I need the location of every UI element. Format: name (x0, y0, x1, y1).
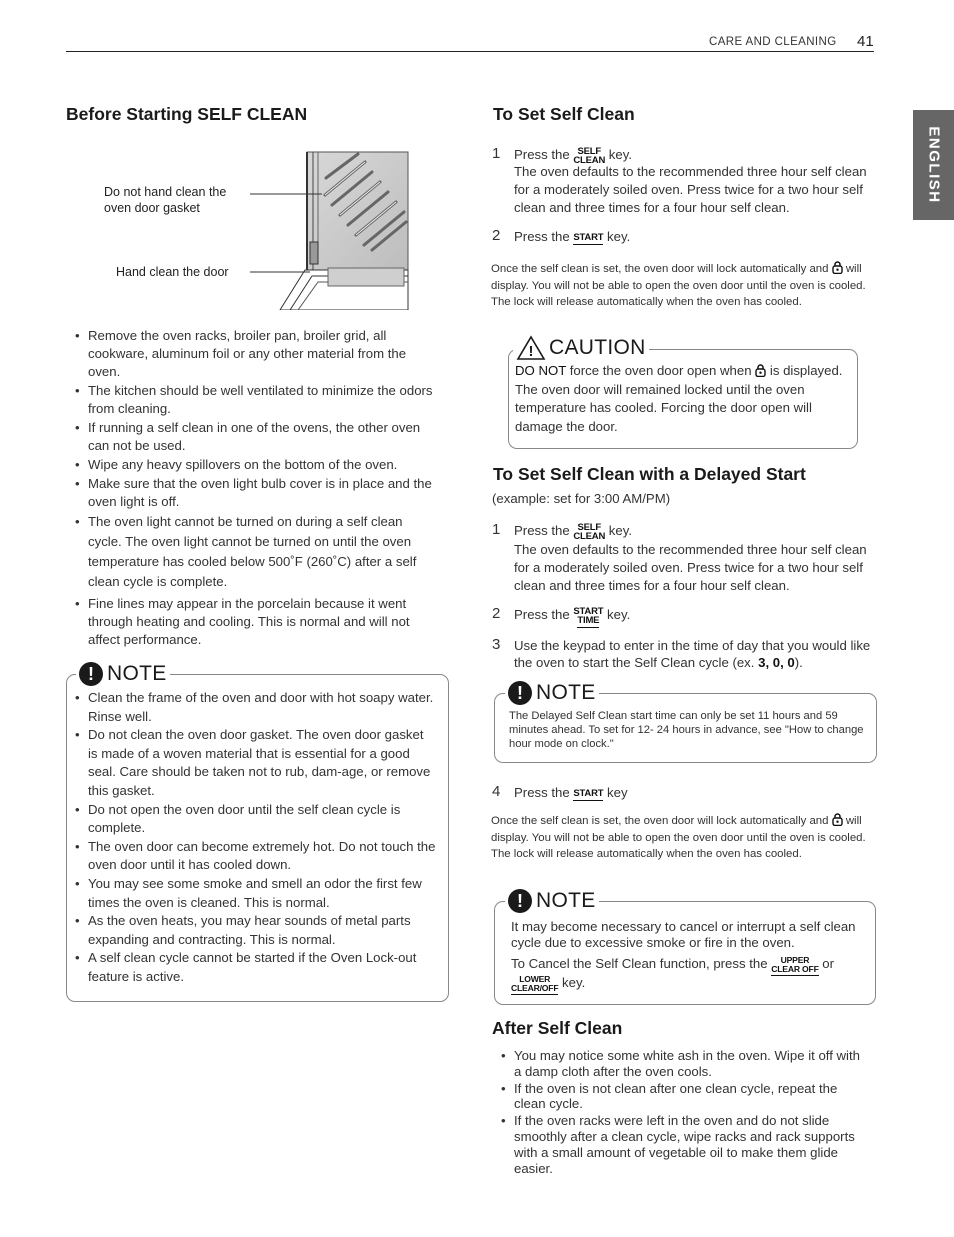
after-self-clean-heading: After Self Clean (492, 1018, 623, 1038)
step-text: Press the (514, 785, 570, 800)
step-detail: The oven defaults to the recommended three hour self clean for a moderately soiled oven. Press twice for a two hour self clean and three times for a four hour self clean. (514, 163, 867, 215)
list-item: • Remove the oven racks, broiler pan, broiler grid, all cookware, aluminum foil or any other material from the oven. (66, 327, 438, 381)
lock-paragraph: Once the self clean is set, the oven door will lock automatically and will display. You will not be able to open the oven door until the oven is cooled. The lock will release automatically when the oven has cooled. (491, 815, 866, 860)
list-item: • Fine lines may appear in the porcelain because it went through heating and cooling. This is normal and will not affect performance. (66, 595, 438, 649)
lock-icon (832, 261, 843, 274)
note-header (505, 679, 599, 707)
set-self-clean-heading: To Set Self Clean (493, 104, 635, 124)
exclamation-icon: ! (508, 889, 532, 913)
list-item: • The kitchen should be well ventilated to minimize the odors from cleaning. (66, 382, 438, 418)
keypad-digits: 3, 0, 0 (758, 655, 795, 670)
list-item: • Clean the frame of the oven and door with hot soapy water. Rinse well. (66, 689, 436, 726)
caution-header (513, 334, 649, 362)
warning-triangle-icon (516, 335, 546, 361)
delayed-example: (example: set for 3:00 AM/PM) (492, 491, 671, 506)
list-item: • The oven light cannot be turned on during a self clean cycle. The oven light cannot be turned on until the oven temperature has cooled below 500˚F (260˚C) after a self clean cycle is complete. (66, 512, 438, 592)
step-text: key. (607, 229, 631, 244)
door-label: Hand clean the door (116, 265, 229, 279)
upper-clear-off-key-icon: UPPER CLEAR OFF (771, 954, 819, 974)
gasket-label: Do not hand clean the oven door gasket (104, 185, 227, 215)
note-cancel-text-2: LOWER CLEAR/OFF key. (511, 973, 586, 993)
caution-label: CAUTION (549, 336, 646, 359)
list-item: • If the oven racks were left in the oven and do not slide smoothly after a clean cycle, wipe racks and rack supports with a small amount of vegetable oil to make them glide easier. (492, 1113, 870, 1176)
step-number: 4 (492, 783, 501, 800)
step-number: 1 (492, 521, 501, 538)
step-text: Press the (514, 147, 570, 162)
note-cancel-text: To Cancel the Self Clean function, press the UPPER CLEAR OFF or (511, 954, 835, 974)
exclamation-icon: ! (79, 662, 103, 686)
lock-icon (832, 813, 843, 826)
note-text: The Delayed Self Clean start time can only be set 11 hours and 59 minutes ahead. To set for 12- 24 hours in advance, see "How to change hour mode on clock." (509, 710, 864, 750)
svg-text:!: ! (528, 343, 534, 360)
list-item: • You may notice some white ash in the oven. Wipe it off with a damp cloth after the oven cools. (492, 1048, 870, 1080)
self-clean-key-icon: SELF CLEAN (573, 521, 606, 542)
language-tab (913, 110, 954, 220)
page-number: 41 (857, 33, 874, 50)
start-key-icon: START (573, 788, 604, 800)
prep-bullet-list (66, 327, 438, 649)
list-item: • The oven door can become extremely hot. Do not touch the oven door until it has cooled down. (66, 838, 436, 875)
step-text: key. (608, 147, 633, 162)
step-detail: The oven defaults to the recommended three hour self clean for a moderately soiled oven. Press twice for a two hour self clean and three times for a four hour self clean. (514, 541, 867, 593)
note-text: It may become necessary to cancel or interrupt a self clean cycle due to excessive smoke or fire in the oven. (511, 919, 856, 950)
after-list (492, 1048, 870, 1176)
caution-text: DO NOT force the oven door open when is displayed. The oven door will remained locked until the oven temperature has cooled. Forcing the door open will damage the door. (515, 363, 843, 434)
step-text: key (607, 785, 628, 800)
before-self-clean-heading: Before Starting SELF CLEAN (66, 104, 308, 124)
step-number: 3 (492, 636, 501, 653)
step-number: 2 (492, 605, 501, 622)
start-key-icon: START (573, 232, 604, 244)
start-time-key-icon: START TIME (573, 605, 604, 626)
oven-figure (100, 150, 412, 310)
step-text: Press the (514, 523, 570, 538)
exclamation-icon: ! (508, 681, 532, 705)
lock-icon (755, 364, 766, 377)
note-label: NOTE (536, 889, 596, 912)
step-text: Press the (514, 229, 570, 244)
list-item: • Make sure that the oven light bulb cover is in place and the oven light is off. (66, 475, 438, 511)
note-label: NOTE (107, 662, 167, 685)
section-title: CARE AND CLEANING (709, 36, 837, 48)
step-text: key. (608, 523, 633, 538)
oven-illustration (100, 150, 412, 310)
list-item: • You may see some smoke and smell an odor the first few times the oven is cleaned. This is normal. (66, 875, 436, 912)
step-text: key. (607, 607, 631, 622)
list-item: • Wipe any heavy spillovers on the bottom of the oven. (66, 456, 438, 474)
list-item: • If running a self clean in one of the ovens, the other oven can not be used. (66, 419, 438, 455)
list-item: • If the oven is not clean after one clean cycle, repeat the clean cycle. (492, 1081, 870, 1113)
list-item: • A self clean cycle cannot be started if the Oven Lock-out feature is active. (66, 949, 436, 986)
list-item: • As the oven heats, you may hear sounds of metal parts expanding and contracting. This is normal. (66, 912, 436, 949)
list-item: • Do not open the oven door until the self clean cycle is complete. (66, 801, 436, 838)
lock-paragraph: Once the self clean is set, the oven door will lock automatically and will display. You will not be able to open the oven door until the oven is cooled. The lock will release automatically when the oven has cooled. (491, 263, 866, 308)
note-header (505, 887, 599, 915)
note-label: NOTE (536, 681, 596, 704)
lower-clear-off-key-icon: LOWER CLEAR/OFF (511, 973, 559, 993)
self-clean-key-icon: SELF CLEAN (573, 145, 606, 166)
note-header (76, 660, 170, 688)
note-list (66, 689, 436, 987)
language-tab-label: ENGLISH (925, 126, 942, 204)
header-divider (66, 51, 874, 52)
step-text: Press the (514, 607, 570, 622)
step-number: 2 (492, 227, 501, 244)
step-number: 1 (492, 145, 501, 162)
list-item: • Do not clean the oven door gasket. The oven door gasket is made of a woven material that is essential for a good seal. Care should be taken not to rub, dam-age, or remove this gasket. (66, 726, 436, 800)
delayed-start-heading: To Set Self Clean with a Delayed Start (493, 464, 806, 484)
